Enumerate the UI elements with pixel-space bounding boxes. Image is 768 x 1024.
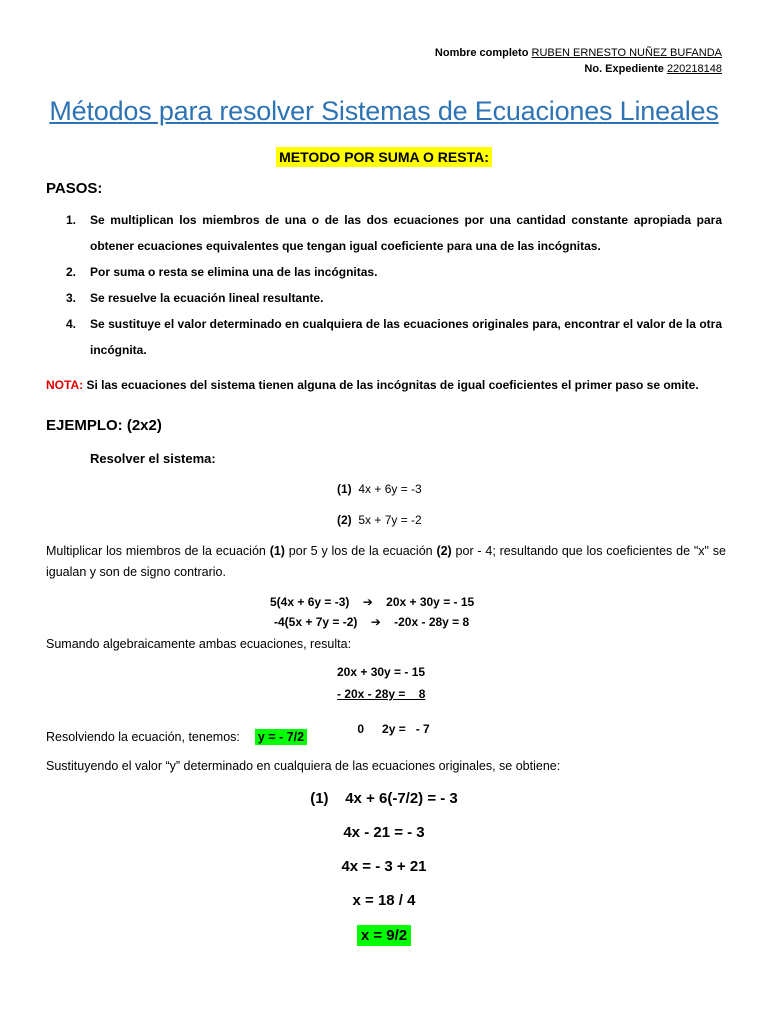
step-text: Por suma o resta se elimina una de las incógnitas. <box>90 265 378 279</box>
expediente-line <box>584 62 722 77</box>
resolviendo-label: Resolviendo la ecuación, tenemos: <box>46 730 240 744</box>
step-number: 2. <box>66 265 77 279</box>
step-text: Se multiplican los miembros de una o de las dos ecuaciones por una cantidad constante apropiada para obtener ecuaciones equivalentes que tengan igual coeficiente para una de las incógnitas. <box>90 213 722 253</box>
equation-text: 5x + 7y = -2 <box>358 513 422 527</box>
para-text: Multiplicar los miembros de la ecuación <box>46 544 270 558</box>
y-result: y = - 7/2 <box>255 729 307 745</box>
final-line-5 <box>0 927 768 944</box>
equation-text: 4x + 6y = -3 <box>358 482 422 496</box>
student-name-value: RUBEN ERNESTO NUÑEZ BUFANDA <box>531 47 722 59</box>
final-line-3: 4x = - 3 + 21 <box>341 858 427 875</box>
step-text: Se sustituye el valor determinado en cualquiera de las ecuaciones originales para, encontrar el valor de la otra incógnita. <box>90 317 722 357</box>
step-text: Se resuelve la ecuación lineal resultante. <box>90 291 324 305</box>
multiply-left: -4(5x + 7y = -2) <box>274 615 358 629</box>
equation-ref: (2) <box>436 544 452 558</box>
final-equation: 4x + 6(-7/2) = - 3 <box>345 790 458 807</box>
final-line-2: 4x - 21 = - 3 <box>343 824 425 841</box>
ejemplo-heading: EJEMPLO: (2x2) <box>46 417 162 434</box>
step-number: 4. <box>66 317 77 331</box>
nota-label: NOTA: <box>46 378 84 392</box>
step-number: 3. <box>66 291 77 305</box>
sustituyendo-paragraph: Sustituyendo el valor “y” determinado en cualquiera de las ecuaciones originales, se obtiene: <box>46 759 561 773</box>
sum-result: 2y = - 7 <box>382 722 430 736</box>
document-title: Métodos para resolver Sistemas de Ecuaciones Lineales <box>49 96 719 126</box>
student-name-label: Nombre completo <box>434 47 529 59</box>
method-heading-text: METODO POR SUMA O RESTA: <box>276 147 492 167</box>
multiply-right: 20x + 30y = - 15 <box>386 595 475 609</box>
final-line-4: x = 18 / 4 <box>352 892 416 909</box>
para-text: por - 4; resultando que los coeficientes de "x" se igualan y son de signo contrario. <box>46 544 726 579</box>
sum-row-1: 20x + 30y = - 15 <box>337 665 426 679</box>
expediente-label: No. Expediente <box>584 63 664 75</box>
equation-tag: (1) <box>337 482 352 496</box>
sum-zero: 0 <box>357 722 365 736</box>
multiply-paragraph <box>46 541 726 583</box>
system-equation-2 <box>337 513 422 527</box>
final-line-1 <box>0 790 768 807</box>
nota-text: Si las ecuaciones del sistema tienen alguna de las incógnitas de igual coeficientes el primer paso se omite. <box>86 378 699 392</box>
multiply-row-2 <box>274 615 469 629</box>
resolviendo-paragraph <box>46 727 726 748</box>
nota-paragraph <box>46 378 726 392</box>
equation-tag: (1) <box>310 790 329 807</box>
equation-tag: (2) <box>337 513 352 527</box>
system-equation-1 <box>337 482 422 496</box>
arrow-icon: ➔ <box>370 615 381 629</box>
para-text: por 5 y los de la ecuación <box>284 544 437 558</box>
x-result: x = 9/2 <box>357 925 411 946</box>
sumando-paragraph: Sumando algebraicamente ambas ecuaciones, resulta: <box>46 637 352 651</box>
multiply-right: -20x - 28y = 8 <box>394 615 470 629</box>
student-name-line <box>435 46 722 61</box>
pasos-heading: PASOS: <box>46 180 103 197</box>
multiply-row-1 <box>270 595 474 609</box>
expediente-value: 220218148 <box>666 63 722 75</box>
method-heading <box>0 149 768 167</box>
equation-ref: (1) <box>269 544 285 558</box>
arrow-icon: ➔ <box>362 595 373 609</box>
multiply-left: 5(4x + 6y = -3) <box>270 595 350 609</box>
resolver-label: Resolver el sistema: <box>90 451 216 466</box>
sum-row-2: - 20x - 28y = 8 <box>337 687 426 701</box>
step-number: 1. <box>66 213 77 227</box>
